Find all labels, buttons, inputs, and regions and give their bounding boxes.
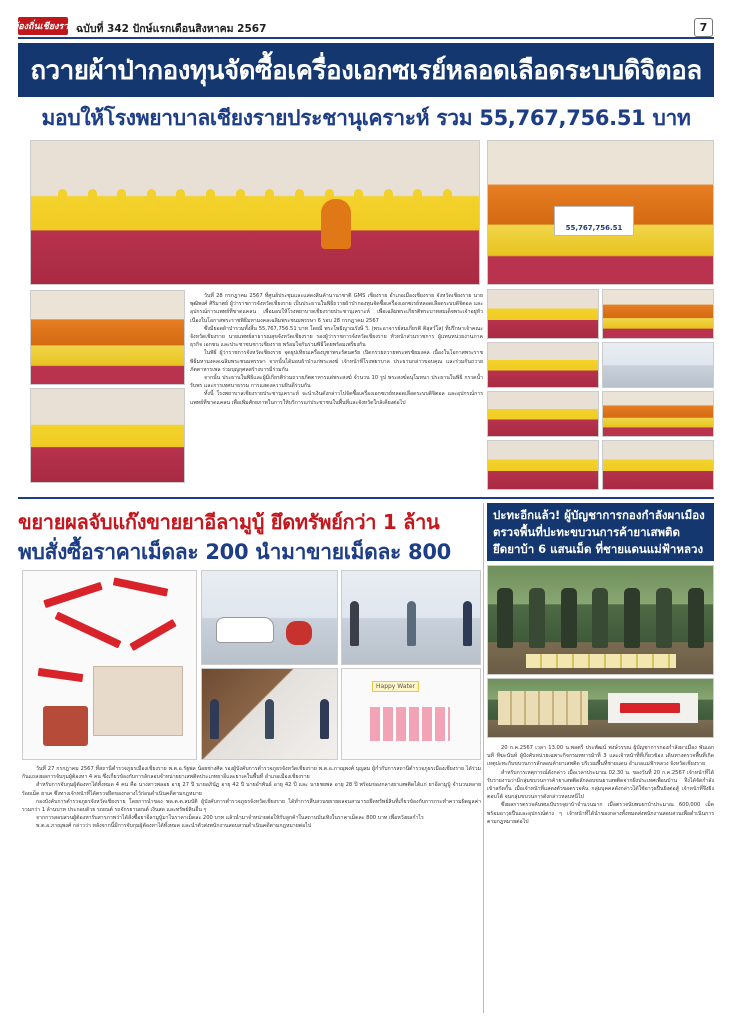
- cheque-board: 55,767,756.51: [554, 206, 634, 236]
- story3-soldiers-photo: [487, 565, 714, 675]
- story1-grid-photo: [487, 289, 599, 339]
- story3-seized-drugs-photo: [487, 678, 714, 738]
- story2-pills-photo: [341, 668, 481, 760]
- story1-photo-left-2: [30, 388, 185, 483]
- story1-paragraph: ในพิธี ผู้ว่าราชการจังหวัดเชียงราย จุดธูปเทียนเครื่องบูชาพระรัตนตรัย เปิดกรวยถวายพระพรชัยมงคล เนื่องในโอกาสพระราชพิธีมหามงคลเฉลิมพระชนมพรรษา จากนั้นได้มอบผ้าป่าแก่พระสงฆ์ เจ้าหน้าที่โรงพยาบาล ประธานกล่าวขอบคุณ และร่วมกันถวายภัตตาหารเพล ร่วมบุญกุศลสร้างบารมีร่วมกัน: [190, 350, 483, 373]
- story2-paragraph: สำหรับการจับกุมผู้ต้องหาได้ทั้งหมด 4 คน คือ นางสาวพลอย อายุ 27 ปี นายอภินัฏ อายุ 42 ปี นายอำพันธ์ อายุ 42 ปี และ นายชยพล อายุ 28 ปี พร้อมของกลางยาเสพติดได้แก่ ยาอีลามูบู้ จำนวนหลายร้อยเม็ด ยาเค ซึ่งทางเจ้าหน้าที่ได้ตรวจยึดของกลางไว้ก่อนดำเนินคดีตามกฎหมาย: [22, 782, 481, 797]
- story2-headline-line1: ขยายผลจับแก๊งขายยาอีลามูบู้ ยึดทรัพย์กว่า 1 ล้าน: [18, 510, 440, 534]
- happy-water-sign: Happy Water: [372, 681, 419, 692]
- story1-grid-photo: [487, 440, 599, 490]
- column-divider: [483, 503, 484, 1013]
- story3-headline-line: ปะทะอีกแล้ว! ผู้บัญชาการกองกำลังผาเมือง: [493, 508, 705, 522]
- page-number: 7: [694, 18, 713, 37]
- masthead-divider: [18, 37, 714, 39]
- story1-subheadline: มอบให้โรงพยาบาลเชียงรายประชานุเคราะห์ รวม 55,767,756.51 บาท: [41, 105, 691, 130]
- story2-headline-line2: พบสั่งซื้อราคาเม็ดละ 200 นำมาขายเม็ดละ 800: [18, 539, 451, 564]
- story1-grid-photo: [602, 440, 714, 490]
- story3-paragraph: สำหรับการเหตุการณ์ดังกล่าว เมื่อเวลาประมาณ 02.30 น. ของวันที่ 20 ก.ค.2567 เจ้าหน้าที่ได้รับรายงานว่ามีกลุ่มขบวนการค้ายาเสพติดลักลอบขนยาเสพติดจากฝั่งประเทศเพื่อนบ้าน จึงได้จัดกำลังเข้าสกัดกั้น เมื่อเจ้าหน้าที่แสดงตัวขอตรวจค้น กลุ่มบุคคลดังกล่าวได้ใช้อาวุธปืนยิงต่อสู้ เจ้าหน้าที่จึงยิงตอบโต้ จนกลุ่มขบวนการดังกล่าวหลบหนีไป: [487, 769, 714, 801]
- story1-paragraph: ทั้งนี้ โรงพยาบาลเชียงรายประชานุเคราะห์ จะนำเงินดังกล่าวไปจัดซื้อเครื่องเอกซเรย์หลอดเลือดระบบดิจิตอล และอุปกรณ์การแพทย์ที่ขาดแคลน เพื่อเพิ่มศักยภาพในการให้บริการแก่ประชาชนในพื้นที่และจังหวัดใกล้เคียงต่อไป: [190, 391, 483, 406]
- story3-headline-line: ยึดยาบ้า 6 แสนเม็ด ที่ชายแดนแม่ฟ้าหลวง: [493, 542, 704, 556]
- story1-cheque-photo: [487, 140, 714, 285]
- story1-grid-photo: [602, 289, 714, 339]
- story1-grid-photo: [602, 391, 714, 437]
- story1-grid-photo: [487, 342, 599, 388]
- issue-line: ฉบับที่ 342 ปักษ์แรกเดือนสิงหาคม 2567: [76, 23, 267, 35]
- story1-paragraph: ซึ่งมียอดผ้าป่ารวมทั้งสิ้น 55,767,756.51 บาท โดยมี พระโพธิญาณรังษี วิ. (พระอาจารย์สมเกียรติ ติสฺสวํโส) ที่ปรึกษาเจ้าคณะจังหวัดเชียงราย นายแพทย์สาธารณสุขจังหวัดเชียงราย รองผู้ว่าราชการจังหวัดเชียงราย หัวหน้าส่วนราชการ ผู้แทนหน่วยงานภาคธุรกิจ เอกชน และประชาชนชาวเชียงราย พร้อมใจกันร่วมพิธีโดยพร้อมเพรียงกัน: [190, 325, 483, 349]
- story1-headline: ถวายผ้าป่ากองทุนจัดซื้อเครื่องเอกซเรย์หลอดเลือดระบบดิจิตอล: [18, 43, 714, 97]
- story2-suspects-photo: [341, 570, 481, 665]
- story3-headline-box: [487, 503, 714, 561]
- newspaper-logo: ท้องถิ่นเชียงราย: [18, 17, 68, 35]
- story1-photo-left-1: [30, 290, 185, 385]
- section-divider: [18, 497, 714, 499]
- monk-figure: [321, 199, 351, 249]
- story2-body: [22, 765, 481, 1020]
- story3-paragraph: ซึ่งผลการตรวจค้นพบเป้บรรจุยาบ้าจำนวนมาก เมื่อตรวจนับพบยาบ้าประมาณ 600,000 เม็ด พร้อมอาวุธปืนและอุปกรณ์ต่าง ๆ เจ้าหน้าที่ได้นำของกลางทั้งหมดส่งพนักงานสอบสวนเพื่อดำเนินการตามกฎหมายต่อไป: [487, 802, 714, 825]
- story3-headline-line: ตรวจพื้นที่ปะทะขบวนการค้ายาเสพติด: [493, 525, 680, 539]
- story3-body: [487, 744, 714, 1018]
- story2-police-station-photo: [201, 570, 338, 665]
- story1-main-photo: [30, 140, 480, 285]
- story1-grid-photo: [602, 342, 714, 388]
- story2-paragraph: วันที่ 27 กรกฎาคม 2567 ที่สถานีตำรวจภูธรเมืองเชียงราย พ.ต.อ.รัฐพล น้อยช่างศิล รองผู้บังคับการตำรวจภูธรจังหวัดเชียงราย พ.ต.อ.ภาณุพงศ์ บุญสม ผู้กำกับการสถานีตำรวจภูธรเมืองเชียงราย ได้ร่วมกันแถลงผลการจับกุมผู้ต้องหา 4 คน ซึ่งเกี่ยวข้องกับการลักลอบจำหน่ายยาเสพติดประเภทยาอีและยาเคในพื้นที่ อำเภอเมืองเชียงราย: [22, 766, 481, 781]
- story3-paragraph: 20 ก.ค.2567 เวลา 13.00 น.พลตรี ประพัฒน์ พงษ์วรรณ ผู้บัญชาการกองกำลังผาเมือง พันเอก นที ทีฆะนันท์ ผู้บังคับหน่วยเฉพาะกิจกรมทหารม้าที่ 3 และเจ้าหน้าที่ที่เกี่ยวข้อง เดินทางตรวจพื้นที่เกิดเหตุปะทะกับขบวนการลักลอบค้ายาเสพติด บริเวณพื้นที่ชายแดน อำเภอแม่ฟ้าหลวง จังหวัดเชียงราย: [487, 745, 714, 768]
- story2-press-conference-photo: [201, 668, 338, 760]
- story2-paragraph: จากการสอบสวนผู้ต้องหารับสารภาพว่าได้สั่งซื้อยาอีลามูบู้มาในราคาเม็ดละ 200 บาท แล้วนำมาจำหน่ายต่อให้กับลูกค้าในสถานบันเทิงในราคาเม็ดละ 800 บาท เพื่อหวังผลกำไร: [36, 815, 424, 822]
- story1-paragraph: วันที่ 28 กรกฎาคม 2567 ที่ศูนย์ประชุมและแสดงสินค้านานาชาติ GMS เชียงราย อำเภอเมืองเชียงราย จังหวัดเชียงราย นายพุฒิพงศ์ ศิริมาตย์ ผู้ว่าราชการจังหวัดเชียงราย เป็นประธานในพิธีถวายผ้าป่ากองทุนจัดซื้อเครื่องเอกซเรย์หลอดเลือดระบบดิจิตอล และอุปกรณ์การแพทย์ที่ขาดแคลน เพื่อมอบให้โรงพยาบาลเชียงรายประชานุเคราะห์ เพื่อเฉลิมพระเกียรติพระบาทสมเด็จพระเจ้าอยู่หัว เนื่องในโอกาสพระราชพิธีมหามงคลเฉลิมพระชนมพรรษา 6 รอบ 28 กรกฎาคม 2567: [190, 293, 483, 324]
- story2-paragraph: กองบังคับการตำรวจภูธรจังหวัดเชียงราย โดยการนำของ พล.ต.ต.สมบัติ ผู้บังคับการตำรวจภูธรจังหวัดเชียงราย ได้ทำการสืบสวนขยายผลจนสามารถยึดทรัพย์สินที่เกี่ยวข้องกับการกระทำความผิดมูลค่ารวมกว่า 1 ล้านบาท ประกอบด้วย รถยนต์ รถจักรยานยนต์ เงินสด และทรัพย์สินอื่น ๆ: [22, 798, 481, 814]
- story1-grid-photo: [487, 391, 599, 437]
- story2-paragraph: พ.ต.อ.ภาณุพงศ์ กล่าวว่า หลังจากนี้มีการจับกุมผู้ต้องหาได้ทั้งหมด และนำตัวส่งพนักงานสอบสวนดำเนินคดีตามกฎหมายต่อไป: [36, 823, 312, 830]
- story2-evidence-photo: [22, 570, 197, 760]
- story1-paragraph: จากนั้น ประธานในพิธีและผู้มีเกียรติร่วมถวายภัตตาหารแด่พระสงฆ์ จำนวน 10 รูป พระสงฆ์อนุโมทนา ประธานในพิธี กรวดน้ำ รับพร และการเทศนาธรรม การแสดงความยินดีร่วมกัน: [190, 375, 483, 390]
- story1-body: [190, 292, 483, 490]
